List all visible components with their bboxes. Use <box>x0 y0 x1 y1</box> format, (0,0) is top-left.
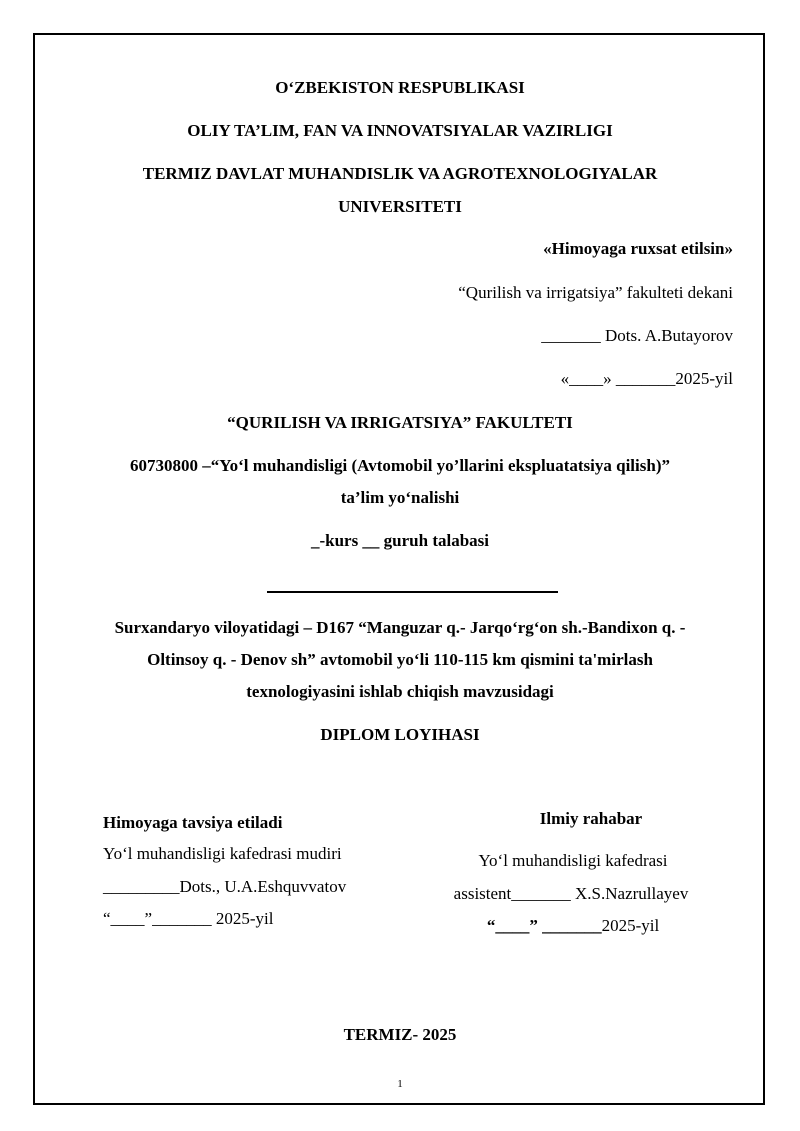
approval-signature: _______ Dots. A.Butayorov <box>541 326 733 345</box>
approval-dean: “Qurilish va irrigatsiya” fakulteti dekani <box>458 283 733 302</box>
approval-date: «____» _______2025-yil <box>560 369 733 388</box>
document-type: DIPLOM LOYIHASI <box>320 725 480 744</box>
left-block-role: Yo‘l muhandisligi kafedrasi mudiri <box>103 844 342 863</box>
university-heading-line2: UNIVERSITETI <box>338 197 462 216</box>
topic-line3: texnologiyasini ishlab chiqish mavzusidagi <box>246 682 554 701</box>
left-block-signature: _________Dots., U.A.Eshquvvatov <box>103 877 347 896</box>
right-block-signature: assistent_______ X.S.Nazrullayev <box>453 884 689 903</box>
page-border <box>33 33 765 1105</box>
topic-line1: Surxandaryo viloyatidagi – D167 “Manguzar q.- Jarqo‘rg‘on sh.-Bandixon q. - <box>114 618 686 637</box>
right-block-date-blank: _______ <box>542 916 602 935</box>
right-block-date-quotes: “____” <box>486 916 538 935</box>
right-block-date-year: 2025-yil <box>601 916 660 935</box>
left-block-date: “____”_______ 2025-yil <box>103 909 274 928</box>
city-year: TERMIZ- 2025 <box>343 1025 457 1044</box>
right-block-role: Yo‘l muhandisligi kafedrasi <box>478 851 668 870</box>
right-block-date <box>487 915 659 937</box>
university-heading-line1: TERMIZ DAVLAT MUHANDISLIK VA AGROTEXNOLOGIYALAR <box>142 164 658 183</box>
faculty-heading: “QURILISH VA IRRIGATSIYA” FAKULTETI <box>227 413 573 432</box>
direction-line1: 60730800 –“Yo‘l muhandisligi (Avtomobil yo’llarini ekspluatatsiya qilish)” <box>130 456 670 475</box>
approval-title: «Himoyaga ruxsat etilsin» <box>543 239 733 258</box>
topic-line2: Oltinsoy q. - Denov sh” avtomobil yo‘li 110-115 km qismini ta'mirlash <box>147 650 653 669</box>
ministry-heading: OLIY TA’LIM, FAN VA INNOVATSIYALAR VAZIRLIGI <box>187 121 613 140</box>
student-name-line <box>267 591 558 593</box>
republic-heading: O‘ZBEKISTON RESPUBLIKASI <box>275 78 525 97</box>
page-number: 1 <box>397 1078 403 1090</box>
student-group: _-kurs __ guruh talabasi <box>310 531 490 550</box>
left-block-title: Himoyaga tavsiya etiladi <box>103 813 283 832</box>
direction-line2: ta’lim yo‘nalishi <box>340 488 460 507</box>
right-block-title: Ilmiy rahabar <box>539 809 643 828</box>
